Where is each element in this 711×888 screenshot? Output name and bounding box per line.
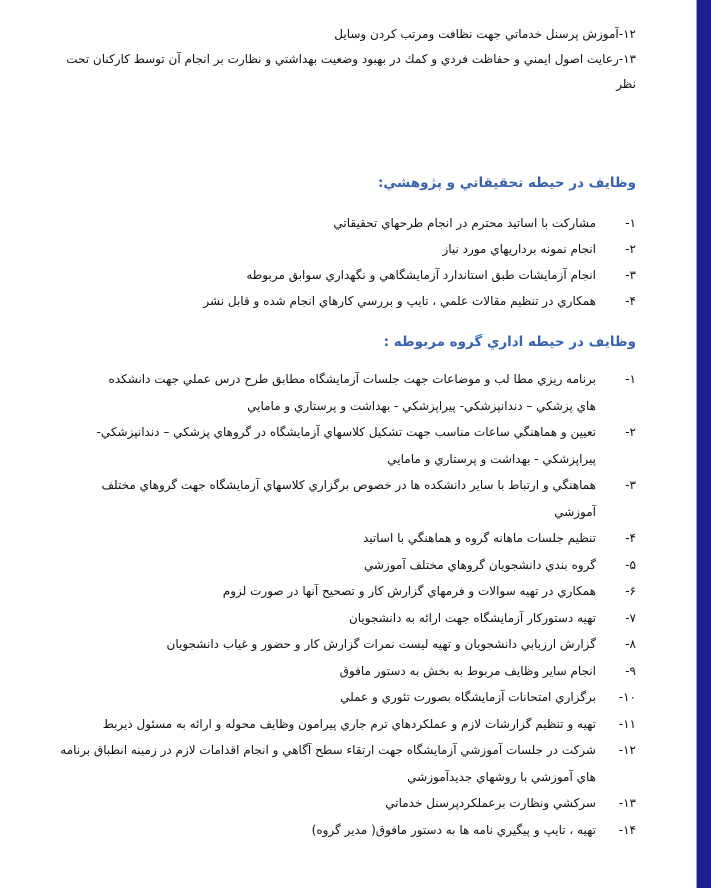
document-body: [30, 22, 636, 843]
item-text: تهيه ، تايپ و پيگيري نامه ها به دستور مافوق( مدير گروه): [311, 822, 596, 837]
item-number: ۷-: [625, 610, 636, 625]
item-number: ۱۰-: [618, 690, 636, 704]
item-text: انجام ساير وظايف مربوط به بخش به دستور مافوق: [339, 663, 596, 678]
list-item: [30, 578, 636, 605]
item-number: ۱۲-: [618, 27, 636, 41]
item-text: تهيه دستوركار آزمايشگاه جهت ارائه به دانشجويان: [348, 610, 596, 625]
item-number: ۱۱-: [618, 716, 636, 731]
list-item: [30, 366, 636, 419]
list-item: [30, 262, 636, 288]
item-text: هماهنگي و ارتباط با ساير دانشكده ها در خصوص برگزاري كلاسهاي آزمايشگاه جهت گروهاي مختلف آموزشي: [30, 472, 596, 525]
item-text-continued: هاي آموزشي با روشهاي جديدآموزشي: [407, 769, 596, 784]
list-item: [30, 210, 636, 236]
item-number: ۹-: [625, 663, 636, 678]
item-text: مشاركت با اساتيد محترم در انجام طرحهاي تحقيقاتي: [333, 216, 596, 230]
item-number: ۱۳-: [618, 796, 636, 810]
list-item: [30, 605, 636, 632]
admin-duties-list: [30, 366, 636, 843]
item-number: ۱۳-: [618, 52, 636, 66]
list-item: [30, 525, 636, 552]
list-item: [30, 684, 636, 711]
list-item: [30, 737, 636, 790]
item-number: ۵-: [625, 557, 636, 572]
item-number: ۳-: [625, 478, 636, 492]
item-text: همكاري در تهيه سوالات و فرمهاي گزارش كار و تصحيح آنها در صورت لزوم: [222, 584, 596, 598]
item-number: ۳-: [625, 268, 636, 282]
intro-list: [30, 22, 636, 97]
item-number: ۲-: [625, 242, 636, 256]
list-item: [30, 552, 636, 579]
item-text: انجام آزمايشات طبق استاندارد آزمايشگاهي و نگهداري سوابق مربوطه: [246, 268, 596, 282]
list-item: [30, 288, 636, 314]
list-item: [30, 236, 636, 262]
item-number: ۱۲-: [618, 743, 636, 757]
item-text: برنامه ريزي مطا لب و موضاعات جهت جلسات آزمايشگاه مطابق طرح درس عملي جهت دانشكده هاي پزشكي – دندانپزشكي- پيراپزشكي - بهداشت و پرستاري و مامايي: [30, 366, 596, 419]
list-item: [30, 472, 636, 525]
research-duties-list: [30, 210, 636, 314]
item-number: ۱-: [625, 372, 636, 386]
window-edge-bar: [697, 0, 711, 888]
item-text: همكاري در تنظيم مقالات علمي ، تايپ و بررسي كارهاي انجام شده و قابل نشر: [203, 294, 596, 308]
admin-section-heading: وظايف در حيطه اداري گروه مربوطه :: [383, 334, 636, 350]
list-item: [30, 631, 636, 658]
item-text: گزارش ارزيابي دانشجويان و تهيه ليست نمرات گزارش كار و حضور و غياب دانشجويان: [166, 637, 596, 651]
item-number: ۲-: [625, 425, 636, 439]
list-item: [30, 419, 636, 472]
item-text-continued: پيراپزشكي - بهداشت و پرستاري و مامايي: [387, 451, 596, 466]
item-text: سركشي ونظارت برعملكردپرسنل خدماتي: [385, 796, 596, 810]
list-item: [30, 658, 636, 685]
item-number: ۱۴-: [618, 822, 636, 837]
item-text: تهيه و تنظيم گزارشات لازم و عملكردهاي ترم جاري پيرامون وظايف محوله و ارائه به مسئول ذيربط: [102, 716, 596, 731]
item-number: ۴-: [625, 531, 636, 545]
research-section-heading: وظايف در حيطه تحقيقاتي و پژوهشي:: [377, 175, 636, 191]
item-text: شركت در جلسات آموزشي آزمايشگاه جهت ارتقاء سطح آگاهي و انجام اقدامات لازم در زمينه انطباق برنامه هاي آموزشي با روشهاي جديدآموزشي: [30, 737, 596, 790]
item-text-continued: آموزشي: [554, 504, 596, 519]
item-number: ۴-: [625, 294, 636, 308]
item-text: انجام نمونه برداريهاي مورد نياز: [442, 242, 596, 256]
item-text: برگزاري امتحانات آزمايشگاه بصورت تئوري و عملي: [340, 690, 596, 704]
item-number: ۶-: [625, 584, 636, 598]
list-item: [30, 711, 636, 738]
intro-item-13-continued: نظر: [616, 77, 636, 91]
list-item: [30, 790, 636, 817]
item-text: آموزش پرسنل خدماتي جهت نظافت ومرتب كردن وسايل: [334, 27, 619, 41]
item-text-continued: هاي پزشكي – دندانپزشكي- پيراپزشكي - بهداشت و پرستاري و مامايي: [247, 398, 596, 413]
item-text: گروه بندي دانشجويان گروهاي مختلف آموزشي: [363, 557, 596, 572]
intro-item-13: [30, 47, 636, 72]
list-item: [30, 817, 636, 844]
item-text: رعايت اصول ايمني و حفاظت فردي و كمك در بهبود وضعيت بهداشتي و نظارت بر انجام آن توسط كاركنان تحت: [66, 52, 619, 66]
item-text: تعيين و هماهنگي ساعات مناسب جهت تشكيل كلاسهاي آزمايشگاه در گروهاي پزشكي – دندانپزشكي- پيراپزشكي - بهداشت و پرستاري و مامايي: [30, 419, 596, 472]
intro-item-12: [30, 22, 636, 47]
item-number: ۱-: [625, 216, 636, 230]
item-number: ۸-: [625, 637, 636, 651]
item-text: تنظيم جلسات ماهانه گروه و هماهنگي با اساتيد: [362, 531, 596, 545]
